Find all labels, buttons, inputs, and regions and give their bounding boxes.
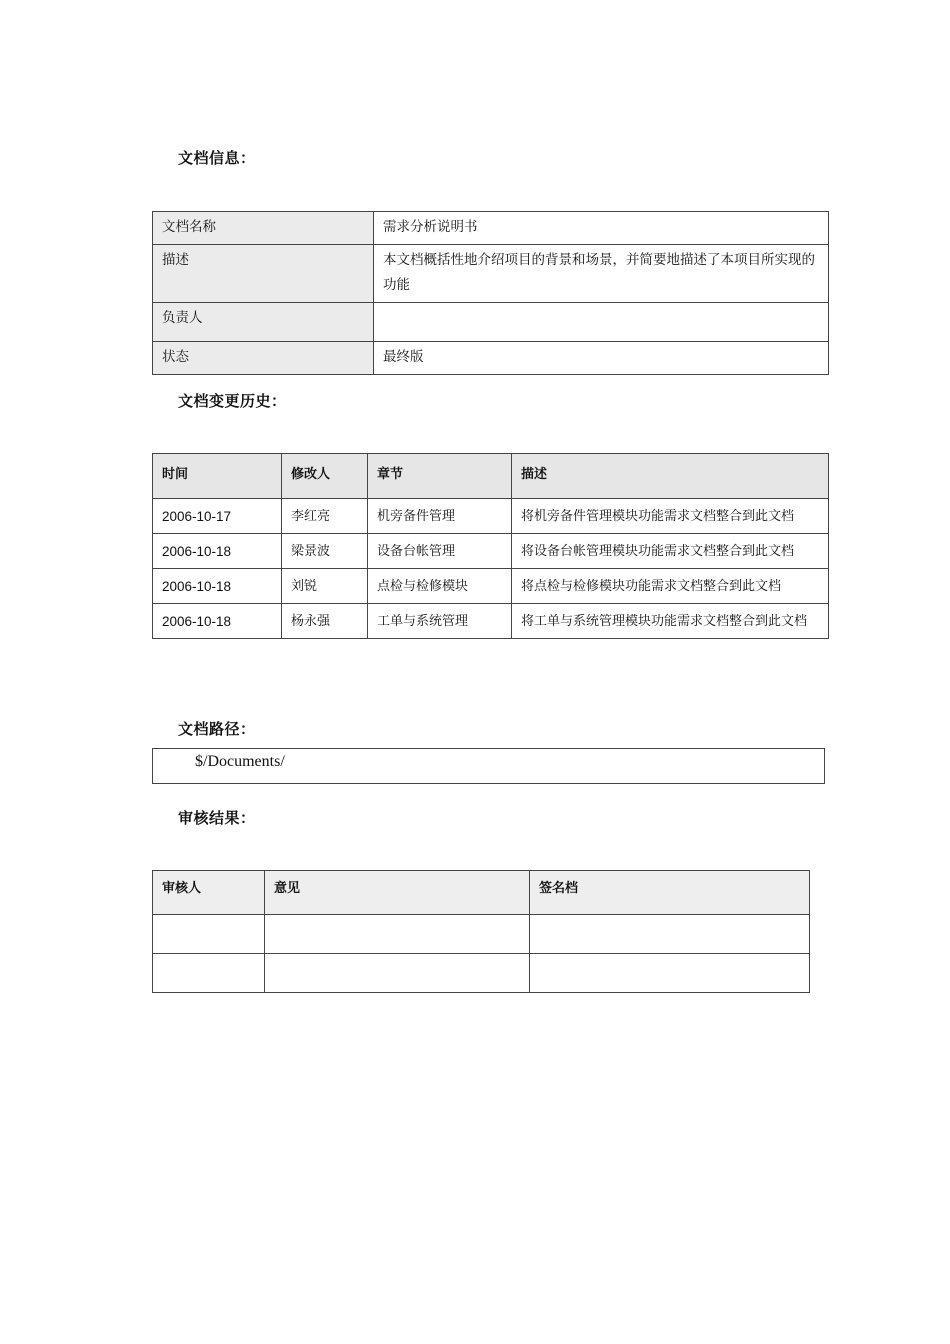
doc-path-value: $/Documents/ xyxy=(195,753,285,770)
doc-desc-label: 描述 xyxy=(153,245,374,303)
doc-status-value: 最终版 xyxy=(374,342,829,375)
history-chapter: 工单与系统管理 xyxy=(368,604,512,639)
history-chapter: 点检与检修模块 xyxy=(368,569,512,604)
table-row xyxy=(153,604,829,639)
history-header-row xyxy=(153,454,829,499)
history-col-author: 修改人 xyxy=(282,454,368,499)
review-signature xyxy=(530,915,810,954)
doc-info-heading: 文档信息： xyxy=(178,149,256,167)
history-date: 2006-10-18 xyxy=(153,534,282,569)
review-col-reviewer: 审核人 xyxy=(153,871,265,915)
history-desc: 将机旁备件管理模块功能需求文档整合到此文档 xyxy=(512,499,829,534)
history-author: 梁景波 xyxy=(282,534,368,569)
review-table xyxy=(152,870,810,993)
table-row xyxy=(153,569,829,604)
review-opinion xyxy=(265,954,530,993)
doc-info-table xyxy=(152,211,829,375)
doc-info-row-owner xyxy=(153,303,829,342)
doc-info-row-name xyxy=(153,212,829,245)
table-row xyxy=(153,915,810,954)
history-chapter: 设备台帐管理 xyxy=(368,534,512,569)
doc-owner-value xyxy=(374,303,829,342)
review-reviewer xyxy=(153,915,265,954)
doc-info-row-desc xyxy=(153,245,829,303)
history-date: 2006-10-18 xyxy=(153,569,282,604)
history-table xyxy=(152,453,829,639)
doc-status-label: 状态 xyxy=(153,342,374,375)
history-col-desc: 描述 xyxy=(512,454,829,499)
table-row xyxy=(153,954,810,993)
review-header-row xyxy=(153,871,810,915)
history-author: 李红亮 xyxy=(282,499,368,534)
history-desc: 将工单与系统管理模块功能需求文档整合到此文档 xyxy=(512,604,829,639)
review-opinion xyxy=(265,915,530,954)
doc-name-value: 需求分析说明书 xyxy=(374,212,829,245)
doc-info-row-status xyxy=(153,342,829,375)
doc-name-label: 文档名称 xyxy=(153,212,374,245)
path-heading: 文档路径： xyxy=(178,720,256,738)
review-signature xyxy=(530,954,810,993)
history-desc: 将点检与检修模块功能需求文档整合到此文档 xyxy=(512,569,829,604)
history-desc: 将设备台帐管理模块功能需求文档整合到此文档 xyxy=(512,534,829,569)
history-chapter: 机旁备件管理 xyxy=(368,499,512,534)
table-row xyxy=(153,499,829,534)
history-date: 2006-10-17 xyxy=(153,499,282,534)
history-col-time: 时间 xyxy=(153,454,282,499)
history-author: 杨永强 xyxy=(282,604,368,639)
history-author: 刘锐 xyxy=(282,569,368,604)
review-col-signature: 签名档 xyxy=(530,871,810,915)
review-heading: 审核结果： xyxy=(178,809,256,827)
doc-owner-label: 负责人 xyxy=(153,303,374,342)
review-reviewer xyxy=(153,954,265,993)
review-col-opinion: 意见 xyxy=(265,871,530,915)
table-row xyxy=(153,534,829,569)
history-date: 2006-10-18 xyxy=(153,604,282,639)
history-col-chapter: 章节 xyxy=(368,454,512,499)
doc-path-box xyxy=(152,748,825,784)
history-heading: 文档变更历史： xyxy=(178,392,287,410)
doc-desc-value: 本文档概括性地介绍项目的背景和场景，并简要地描述了本项目所实现的功能 xyxy=(374,245,829,303)
